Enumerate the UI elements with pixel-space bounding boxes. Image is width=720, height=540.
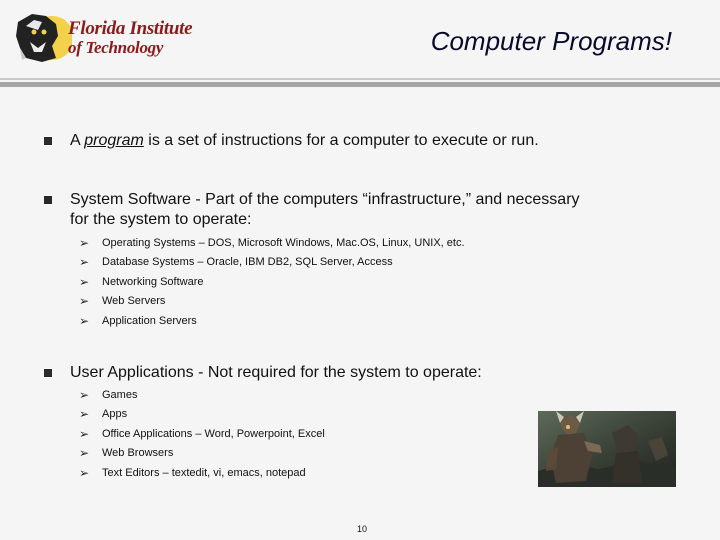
arrowhead-icon: ➢ (79, 388, 90, 402)
bullet-system-software (70, 190, 580, 230)
arrowhead-icon: ➢ (79, 426, 90, 441)
square-bullet-icon (44, 369, 52, 377)
arrowhead-icon: ➢ (79, 236, 90, 250)
arrowhead-icon: ➢ (79, 294, 90, 309)
square-bullet-icon (44, 137, 52, 145)
title-divider (0, 78, 720, 88)
arrowhead-icon: ➢ (79, 446, 90, 461)
logo-text-line2: of Technology (68, 38, 164, 57)
bullet1-prefix: A (70, 132, 85, 149)
arrowhead-icon: ➢ (79, 255, 90, 270)
list-item-text: Web Browsers (102, 447, 174, 460)
panther-logo-icon (12, 8, 72, 66)
list-item-text: Web Servers (102, 295, 166, 308)
bullet3-line1: User Applications - Not required for the system to operate: (70, 364, 482, 381)
arrowhead-icon: ➢ (79, 407, 90, 422)
logo-text-line1: Florida Institute (68, 18, 193, 39)
bullet-program-definition (70, 131, 539, 151)
list-item-text: Networking Software (102, 275, 204, 288)
list-item-text: Application Servers (102, 314, 197, 327)
bullet2-line1: System Software - Part of the computers “infrastructure,” and necessary (70, 191, 580, 208)
bullet-user-applications (70, 363, 482, 383)
game-warrior-image (538, 411, 676, 487)
program-term: program (84, 132, 144, 149)
list-item-text: Operating Systems – DOS, Microsoft Windows, Mac.OS, Linux, UNIX, etc. (102, 237, 465, 249)
page-title: Computer Programs! (430, 26, 672, 56)
list-item-text: Office Applications – Word, Powerpoint, Excel (102, 427, 325, 440)
list-item-text: Apps (102, 408, 128, 421)
page-number: 10 (357, 524, 368, 534)
arrowhead-icon: ➢ (79, 274, 90, 289)
bullet2-line2: for the system to operate: (70, 211, 252, 228)
bullet1-suffix: is a set of instructions for a computer to execute or run. (143, 132, 539, 149)
square-bullet-icon (44, 196, 52, 204)
list-item-text: Database Systems – Oracle, IBM DB2, SQL Server, Access (102, 256, 393, 269)
list-item-text: Text Editors – textedit, vi, emacs, notepad (102, 466, 306, 479)
arrowhead-icon: ➢ (79, 465, 90, 480)
fit-logo (12, 8, 193, 66)
arrowhead-icon: ➢ (79, 313, 90, 328)
list-item-text: Games (102, 389, 138, 401)
